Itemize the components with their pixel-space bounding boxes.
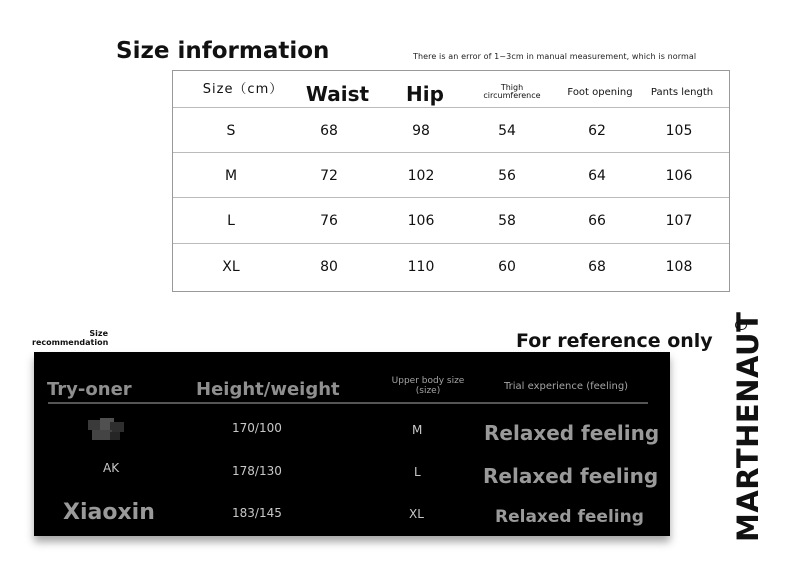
feeling-value: Relaxed feeling <box>495 507 644 527</box>
cell-waist: 68 <box>320 122 338 139</box>
size-value: M <box>412 423 423 437</box>
cell-waist: 76 <box>320 212 338 229</box>
cell-thigh: 58 <box>498 212 516 229</box>
header-divider <box>48 402 648 404</box>
cell-waist: 72 <box>320 167 338 184</box>
header-foot-opening: Foot opening <box>567 86 633 98</box>
header-trial-experience: Trial experience (feeling) <box>504 381 629 392</box>
table-row <box>173 243 729 289</box>
recommendation-panel <box>34 352 670 536</box>
header-hip: Hip <box>406 81 444 106</box>
cell-waist: 80 <box>320 258 338 275</box>
cell-pants-length: 106 <box>665 167 693 184</box>
size-table-header <box>173 71 729 109</box>
header-height-weight: Height/weight <box>196 379 340 400</box>
cell-hip: 110 <box>407 258 435 275</box>
try-oner-name: Xiaoxin <box>63 500 155 525</box>
cell-pants-length: 107 <box>665 212 693 229</box>
size-value: XL <box>409 507 424 521</box>
cell-hip: 98 <box>412 122 430 139</box>
measurement-error-note: There is an error of 1~3cm in manual measurement, which is normal <box>413 52 697 61</box>
table-row <box>173 152 729 198</box>
cell-hip: 102 <box>407 167 435 184</box>
brand-logo <box>731 311 767 546</box>
header-size: Size（cm） <box>202 82 284 98</box>
cell-size: M <box>224 167 238 184</box>
header-thigh: Thigh circumference <box>483 82 541 100</box>
page-title: Size information <box>116 38 330 64</box>
cell-size: S <box>226 122 236 139</box>
height-weight-value: 183/145 <box>232 506 282 520</box>
blurred-avatar-icon <box>88 418 136 444</box>
cell-thigh: 54 <box>498 122 516 139</box>
brand-name: MARTHENAUT <box>731 311 765 542</box>
header-upper-body-size: Upper body size (size) <box>391 376 465 397</box>
size-recommendation-label: Size recommendation <box>32 329 109 347</box>
reference-only-note: For reference only <box>516 330 713 352</box>
cell-thigh: 60 <box>498 258 516 275</box>
header-waist: Waist <box>305 81 370 106</box>
cell-foot-opening: 66 <box>588 212 606 229</box>
try-oner-name: AK <box>103 461 120 475</box>
header-try-oner: Try-oner <box>47 379 132 400</box>
cell-size: L <box>227 212 235 229</box>
feeling-value: Relaxed feeling <box>484 421 660 445</box>
cell-pants-length: 105 <box>665 122 693 139</box>
height-weight-value: 170/100 <box>232 421 282 435</box>
table-row <box>173 197 729 243</box>
header-pants-length: Pants length <box>650 86 714 98</box>
cell-foot-opening: 68 <box>588 258 606 275</box>
size-value: L <box>414 465 421 479</box>
cell-foot-opening: 64 <box>588 167 606 184</box>
cell-pants-length: 108 <box>665 258 693 275</box>
feeling-value: Relaxed feeling <box>483 464 659 488</box>
size-table <box>172 70 730 292</box>
height-weight-value: 178/130 <box>232 464 282 478</box>
cell-thigh: 56 <box>498 167 516 184</box>
table-row <box>173 107 729 153</box>
cell-foot-opening: 62 <box>588 122 606 139</box>
cell-hip: 106 <box>407 212 435 229</box>
cell-size: XL <box>222 258 240 275</box>
